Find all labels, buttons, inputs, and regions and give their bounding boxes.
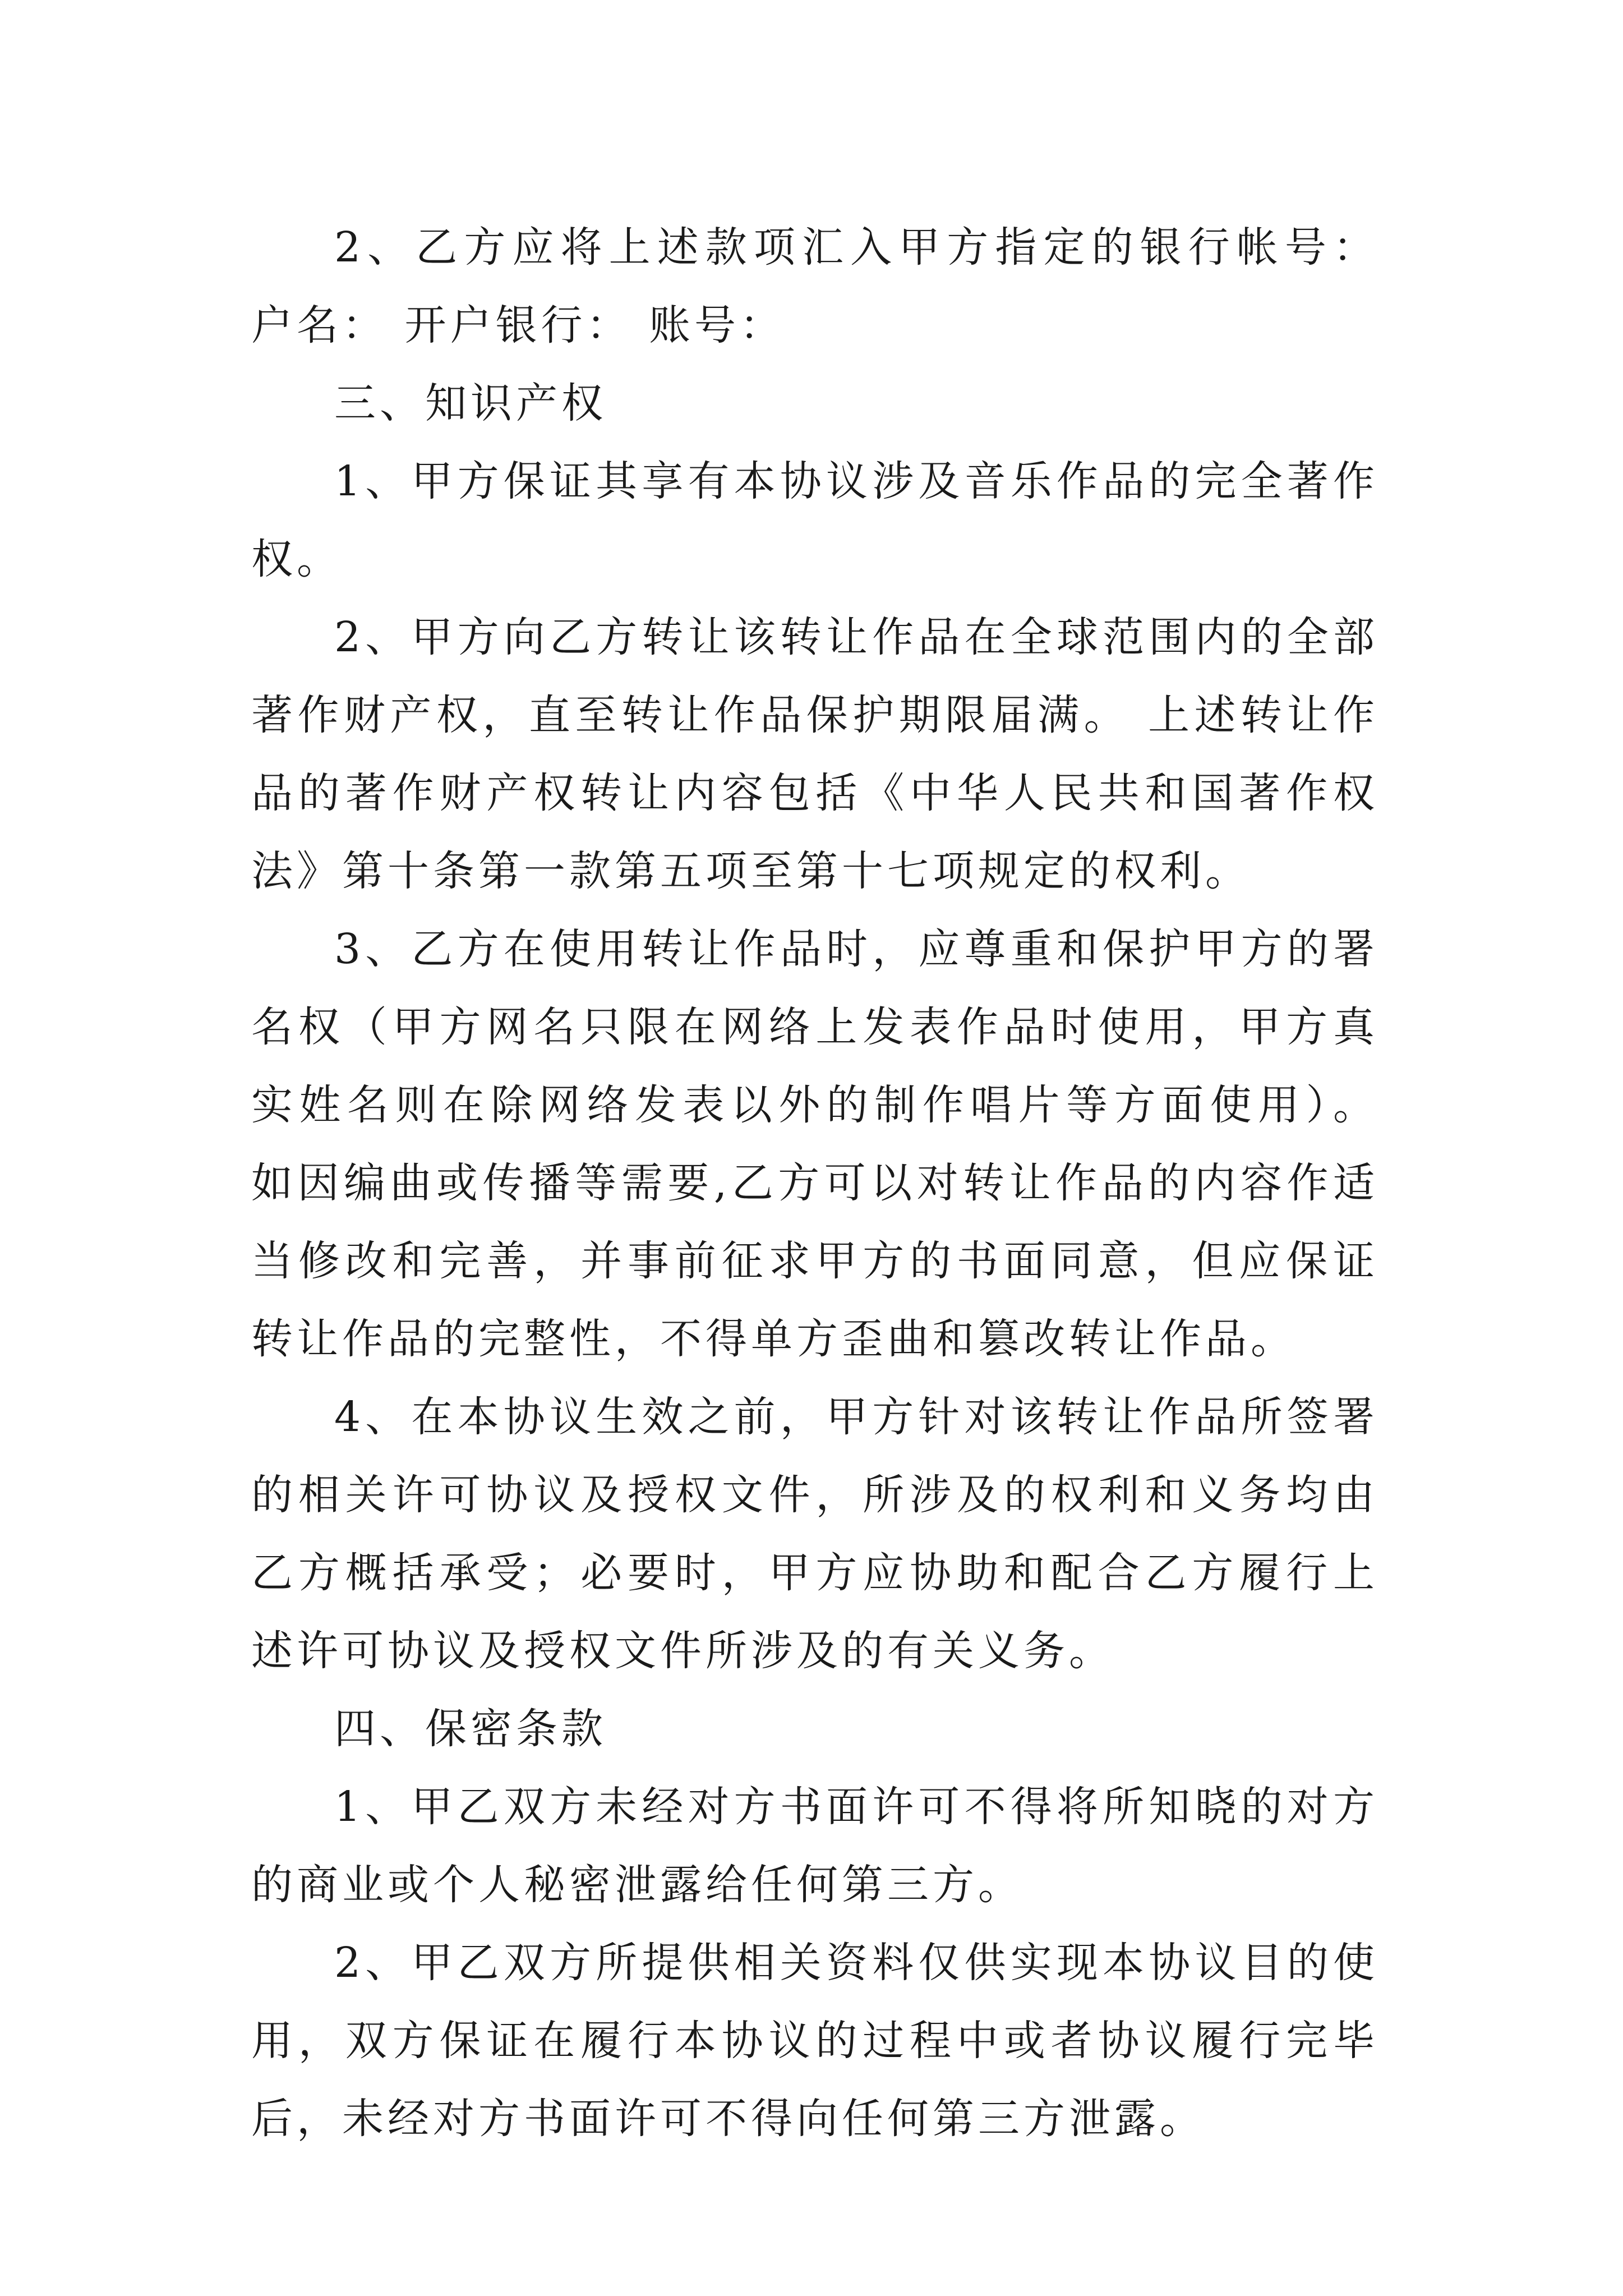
- paragraph-confidentiality-1: 1、甲乙双方未经对方书面许可不得将所知晓的对方的商业或个人秘密泄露给任何第三方。: [251, 1783, 1378, 1909]
- paragraph-confidentiality-2: 2、甲乙双方所提供相关资料仅供实现本协议目的使用，双方保证在履行本协议的过程中或者协议履行完毕后，未经对方书面许可不得向任何第三方泄露。: [251, 1939, 1378, 2143]
- paragraph-payment-account: 2、乙方应将上述款项汇入甲方指定的银行帐号： 户名： 开户银行： 账号：: [251, 223, 1378, 349]
- document-body: [251, 209, 1378, 2158]
- paragraph-ip-1: 1、甲方保证其享有本协议涉及音乐作品的完全著作权。: [251, 457, 1378, 583]
- paragraph-ip-3: 3、乙方在使用转让作品时，应尊重和保护甲方的署名权（甲方网名只限在网络上发表作品时使用，甲方真实姓名则在除网络发表以外的制作唱片等方面使用）。 如因编曲或传播等需要,乙方可以对转让作品的内容作适当修改和完善，并事前征求甲方的书面同意，但应保证转让作品的完整性，不得单方歪曲和篡改转让作品。: [251, 925, 1378, 1363]
- section-heading-intellectual-property: 三、知识产权: [334, 379, 607, 427]
- paragraph-ip-4: 4、在本协议生效之前，甲方针对该转让作品所签署的相关许可协议及授权文件，所涉及的权利和义务均由乙方概括承受；必要时，甲方应协助和配合乙方履行上述许可协议及授权文件所涉及的有关义务。: [251, 1393, 1378, 1675]
- paragraph-ip-2: 2、甲方向乙方转让该转让作品在全球范围内的全部著作财产权，直至转让作品保护期限届满。 上述转让作品的著作财产权转让内容包括《中华人民共和国著作权法》第十条第一款第五项至第十七项规定的权利。: [251, 613, 1378, 895]
- section-heading-confidentiality: 四、保密条款: [334, 1705, 607, 1753]
